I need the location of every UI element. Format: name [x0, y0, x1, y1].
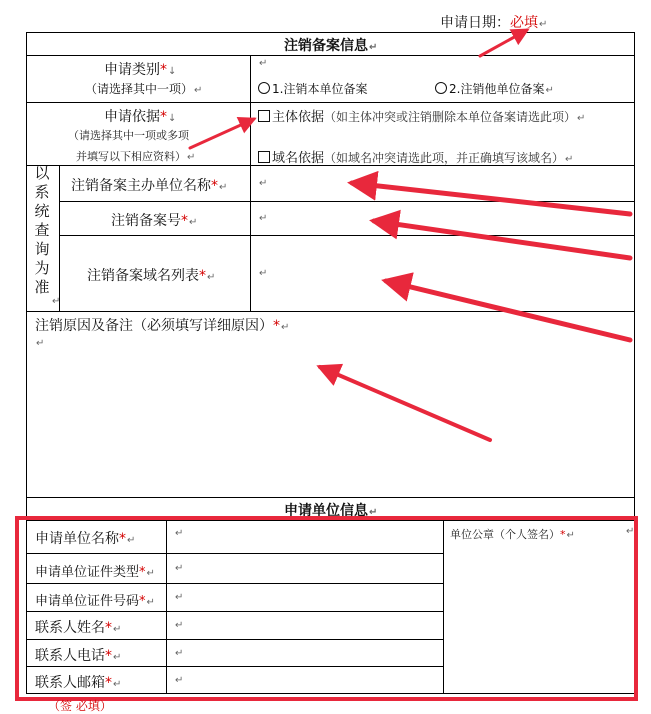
cancel-sponsor-name-label: 注销备案主办单位名称*↵ — [71, 178, 228, 194]
cancel-record-number-label: 注销备案号*↵ — [111, 213, 198, 229]
cancel-record-number-field[interactable]: ↵ — [259, 213, 268, 224]
contact-name-label: 联系人姓名*↵ — [35, 620, 122, 636]
cancel-sponsor-name-field[interactable]: ↵ — [259, 178, 268, 189]
apply-basis-hint-2: 并填写以下相应资料）↵ — [76, 150, 196, 163]
apply-date: 申请日期：必填↵ — [440, 15, 548, 31]
apply-type-option-self[interactable]: 1.注销本单位备案 — [258, 80, 367, 97]
apply-type-label: 申请类别*↓ — [104, 62, 177, 78]
side-label-system-query: 以系统查询为准 — [34, 164, 50, 296]
seal-label: 单位公章（个人签名）*↵ — [450, 528, 575, 541]
applicant-id-type-label: 申请单位证件类型*↵ — [35, 565, 155, 580]
applicant-id-number-field[interactable]: ↵ — [175, 592, 184, 603]
contact-phone-field[interactable]: ↵ — [175, 648, 184, 659]
footer-note: （签 必填） — [48, 699, 112, 713]
arrow-domain-list — [386, 281, 630, 340]
section-title-applicant-info: 申请单位信息↵ — [284, 503, 378, 519]
apply-date-label: 申请日期： — [440, 15, 510, 31]
arrow-sponsor — [352, 183, 630, 214]
contact-email-field[interactable]: ↵ — [175, 675, 184, 686]
cancel-domain-list-field[interactable]: ↵ — [259, 268, 268, 279]
arrow-reason — [320, 367, 490, 440]
applicant-id-type-field[interactable]: ↵ — [175, 563, 184, 574]
section-title-cancel-info: 注销备案信息↵ — [284, 38, 378, 54]
contact-phone-label: 联系人电话*↵ — [35, 648, 122, 664]
applicant-name-field[interactable]: ↵ — [175, 528, 184, 539]
cancel-domain-list-label: 注销备案域名列表*↵ — [87, 268, 216, 284]
apply-basis-option-domain[interactable]: 域名依据（如域名冲突请选此项，并正确填写该域名）↵ — [258, 147, 573, 166]
apply-date-required: 必填 — [510, 15, 538, 31]
arrow-date — [480, 30, 527, 56]
apply-basis-hint-1: （请选择其中一项或多项 — [68, 129, 189, 142]
cancel-reason-field[interactable]: ↵ — [36, 338, 45, 349]
applicant-name-label: 申请单位名称*↵ — [35, 531, 136, 547]
cancel-reason-label: 注销原因及备注（必须填写详细原因）*↵ — [35, 318, 290, 334]
arrow-record-number — [374, 221, 630, 258]
apply-basis-label: 申请依据*↓ — [104, 109, 177, 125]
apply-type-hint: （请选择其中一项）↵ — [85, 82, 203, 96]
apply-type-option-other[interactable]: 2.注销他单位备案↵ — [435, 80, 554, 97]
arrow-basis — [190, 119, 254, 148]
apply-basis-option-entity[interactable]: 主体依据（如主体冲突或注销删除本单位备案请选此项）↵ — [258, 106, 585, 125]
contact-email-label: 联系人邮箱*↵ — [35, 675, 122, 691]
contact-name-field[interactable]: ↵ — [175, 620, 184, 631]
applicant-id-number-label: 申请单位证件号码*↵ — [35, 594, 155, 609]
